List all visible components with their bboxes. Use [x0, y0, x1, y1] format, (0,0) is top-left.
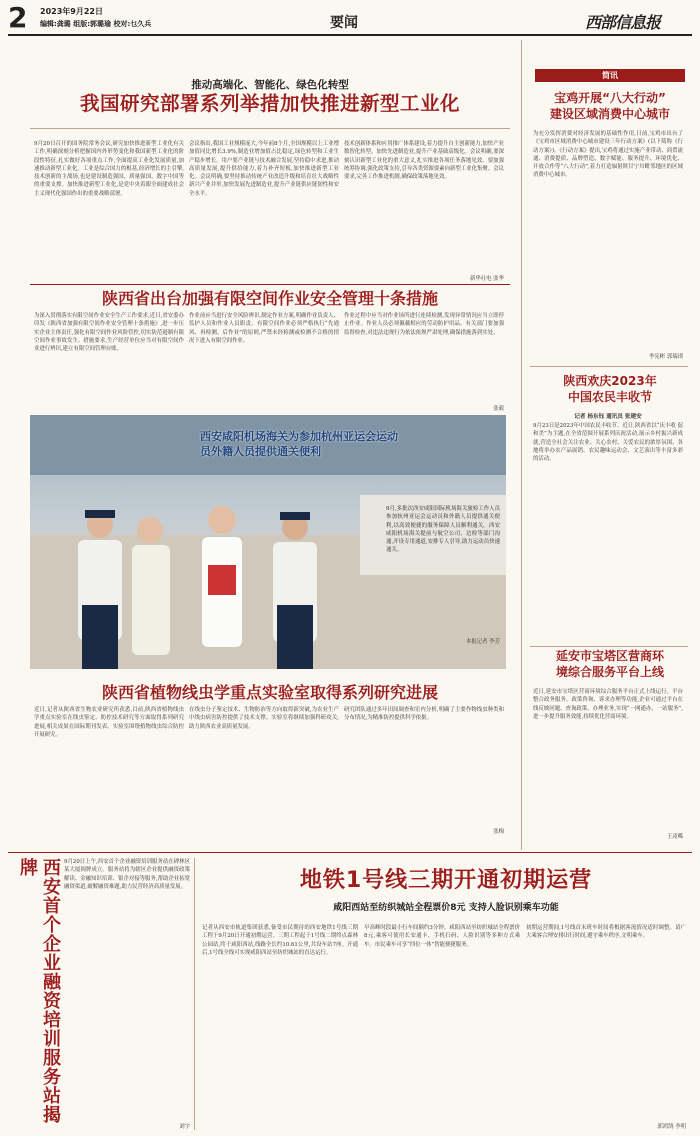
metro-col1: 记者从西安市轨道集团获悉,备受市民期待的西安地铁1号线三期工程于9月20日开通初期运营。三期工程起于1号线二期终点森林公园站,终于咸阳西站,线路全长约10.61公里,共设车站7座。开通后,1号线全线可实现咸阳西站至纺织城站的直达运行。: [202, 925, 358, 956]
bottom-section-rule: [8, 852, 692, 853]
brief3-body: 近日,延安市宝塔区营商环境综合服务平台正式上线运行。平台整合政务服务、政策咨询、诉求办理等功能,企业可通过平台在线反映问题、查询政策、办理业务,实现“一网通办、一站服务”,进一步提升服务效能,持续优化营商环境。: [533, 689, 683, 720]
article3-headline: 陕西省植物线虫学重点实验室取得系列研究进展: [101, 683, 438, 702]
article1-kicker: 推动高端化、智能化、绿色化转型: [191, 79, 349, 91]
photo-caption-title: 西安咸阳机场海关为参加杭州亚运会运动员外籍人员提供通关便利: [200, 430, 398, 458]
article1-col3: 技术创新体系和应用推广体系建设,着力提升自主创新能力,加快产业数智化转型。加快先进制造业,提升产业基础高级化。会议明确,要深刻认识新型工业化的重大意义,扎实推进各项任务落地见效。要加强统筹协调,强化政策支持,引导各类资源要素向新型工业化集聚。会议要求,完善工作推进机制,确保政策落地见效。: [344, 141, 504, 181]
athlete-figure: [202, 506, 242, 647]
article2-col3: 作业过程中应当对作业场所进行连续检测,发现异常情况应当立即停止作业。作业人员必须佩戴相应的劳动防护用品。有关部门要加强监督检查,对违法违规行为依法依规严肃处理,确保措施落到实处。: [344, 313, 504, 336]
article1-byline: 新华社电 张华: [469, 276, 504, 282]
sidebar-label: 简讯: [602, 71, 618, 80]
brief3-headline-line2: 境综合服务平台上线: [555, 665, 664, 679]
article1-col2: 会议指出,我国工业规模庞大,今年前8个月,全国规模以上工业增加值同比增长3.9%,制造业增加值占比稳定,绿色转型和工业生产稳步增长。用户要产业链与技术融合发展,坚持稳中求进,推动高质量发展,提升供给能力,着力补齐短板,加快推进新型工业化。会议明确,要坚持推动传统产业改造升级和培育壮大战略性新兴产业并举,加快发展先进制造业,提升产业链供应链韧性和安全水平。: [189, 141, 339, 197]
officer-left-figure: [78, 510, 122, 669]
metro-subhead: 咸阳西站至纺织城站全程票价8元 支持人脸识别乘车功能: [333, 903, 559, 913]
training-byline: 刘宇: [179, 1124, 190, 1130]
customs-photo: [30, 415, 506, 669]
article3-col2: 在线虫分子鉴定技术、生物防治等方向取得新突破,为农业生产中线虫病害防控提供了技术支撑。实验室将继续加强科研攻关,助力陕西农业高质量发展。: [189, 707, 339, 730]
editor-credits: 编辑:龚璐 组版:郭璐瑜 校对:乜久兵: [40, 20, 152, 28]
brief2-divider: [530, 646, 688, 647]
section-title: 要闻: [330, 15, 358, 31]
brief2-reporters: 记者 杨东钰 通讯员 张建安: [574, 414, 642, 420]
metro-headline: 地铁1号线三期开通初期运营: [299, 868, 593, 893]
brief1-body: 为充分发挥消费对经济发展的基础性作用,日前,宝鸡市出台了《宝鸡市区域消费中心城市建设三年行动方案》(以下简称《行动方案》)。《行动方案》提出,宝鸡将通过实施产业带动、商贸流通、消费提质、品牌塑造、数字赋能、服务提升、环境优化、开放合作等“八大行动”,着力打造辐射陕甘宁川毗邻地区的区域消费中心城市。: [533, 131, 683, 179]
article3-col3: 研究团队通过多年田间调查和室内分析,明确了主要作物线虫种类和分布情况,为精准防控提供科学依据。: [344, 707, 504, 722]
training-body: 9月20日上午,西安首个企业融资培训服务站在碑林区某大厦揭牌成立。服务站将为辖区企业提供融资政策解读、金融知识培训、银企对接等服务,帮助企业拓宽融资渠道,破解融资难题,助力民营经济高质量发展。: [64, 859, 190, 890]
brief1-headline-line2: 建设区域消费中心城市: [549, 107, 670, 121]
brief2-headline-line1: 陕西欢庆2023年: [563, 374, 657, 388]
article2-headline: 陕西省出台加强有限空间作业安全管理十条措施: [101, 289, 438, 308]
article2-col1: 为深入贯彻落实有限空间作业安全生产工作要求,近日,省安委办印发《陕西省加强有限空间作业安全管理十条措施》,进一步压实企业主体责任,强化有限空间作业风险管控,切实防范遏制有限空间作业事故发生。措施要求,生产经营单位应当对有限空间作业进行辨识,建立有限空间管理台账。: [34, 313, 184, 353]
article2-byline: 张毅: [493, 406, 504, 412]
brief2-body: 9月23日是2023年中国农民丰收节。近日,陕西省以“庆丰收 促和美”为主题,在全省范围开展系列庆祝活动,展示乡村振兴新成就,营造全社会关注农业、关心农村、关爱农民的浓厚氛围。各地将举办农产品展销、农民趣味运动会、文艺演出等丰富多彩的活动。: [533, 423, 683, 463]
sidebar-left-border: [521, 40, 522, 850]
article3-byline: 张梅: [493, 829, 504, 835]
masthead-rule: [8, 34, 692, 36]
article1-divider: [30, 128, 510, 129]
article1-col1: 9月20日召开的国务院常务会议,研究加快推进新型工业化有关工作,明确深刻分析把握国内外形势变化和我国新型工业化的阶段性特征,扎实做好各项重点工作,全面提高工业化发展质量,加速推动新型工业化。工业是综合国力的根基,经济增长的主引擎,技术创新的主战场,也是建设制造强国、质量强国、数字中国等的重要支撑。加快推进新型工业化,是党中央着眼全面建成社会主义现代化强国作出的重要战略部署。: [34, 141, 184, 197]
photo-credit: 本报记者 李芳: [465, 639, 500, 645]
page-number: 2: [8, 1, 28, 34]
brief1-headline-line1: 宝鸡开展“八大行动”: [554, 91, 666, 105]
brief1-divider: [530, 366, 688, 367]
brief1-byline: 李宪彬 郭瑞璟: [648, 354, 683, 360]
brief2-headline-line2: 中国农民丰收节: [567, 390, 652, 404]
metro-col2: 早高峰时段最小行车间隔约3分钟。咸阳西站至纺织城站全程票价8元,乘客可使用长安通卡、手机扫码、人脸识别等多种方式乘车。市民乘车可享“四位一体”智能便捷服务。: [364, 925, 520, 948]
training-divider: [194, 858, 195, 1130]
article3-col1: 近日,记者从陕西省生物农业研究所获悉,目前,陕西省植物线虫学重点实验室在线虫鉴定、防控技术研究等方面取得系列研究进展,相关成果在国际期刊发表。实验室围绕植物线虫综合防控开展研究。: [34, 707, 184, 738]
issue-date: 2023年9月22日: [40, 7, 103, 16]
metro-byline: 郭鸿鹄 李明: [657, 1124, 686, 1130]
article2-col2: 作业前应当进行安全风险辨识,制定作业方案,明确作业负责人、监护人员和作业人员职责。有限空间作业必须严格执行“先通风、再检测、后作业”的原则,严禁未经检测或检测不合格的情况下进入有限空间作业。: [189, 313, 339, 344]
brief3-byline: 王凌晞: [666, 834, 683, 840]
brief3-headline-line1: 延安市宝塔区营商环: [555, 649, 664, 663]
article1-headline: 我国研究部署系列举措加快推进新型工业化: [79, 92, 460, 115]
newspaper-logo: 西部信息报: [585, 13, 661, 32]
metro-col3: 初期运营期间,1号线首末班车时间将根据客流情况适时调整。请广大乘客合理安排出行时间,遵守乘车秩序,文明乘车。: [526, 925, 686, 940]
article1-bottom-rule: [30, 284, 510, 285]
photo-caption-text: 9月,多批次西安咸阳国际机场海关旅检工作人员参加杭州亚运会运动员和外籍人员提供通关便利,以高效便捷的服务保障人员顺利通关。西安咸阳机场海关提前与航空公司、边检等部门沟通,开设专用通道,安排专人引导,助力运动员快速通关。: [386, 506, 500, 554]
training-headline: 西安首个企业融资培训服务站揭牌: [17, 858, 61, 1124]
